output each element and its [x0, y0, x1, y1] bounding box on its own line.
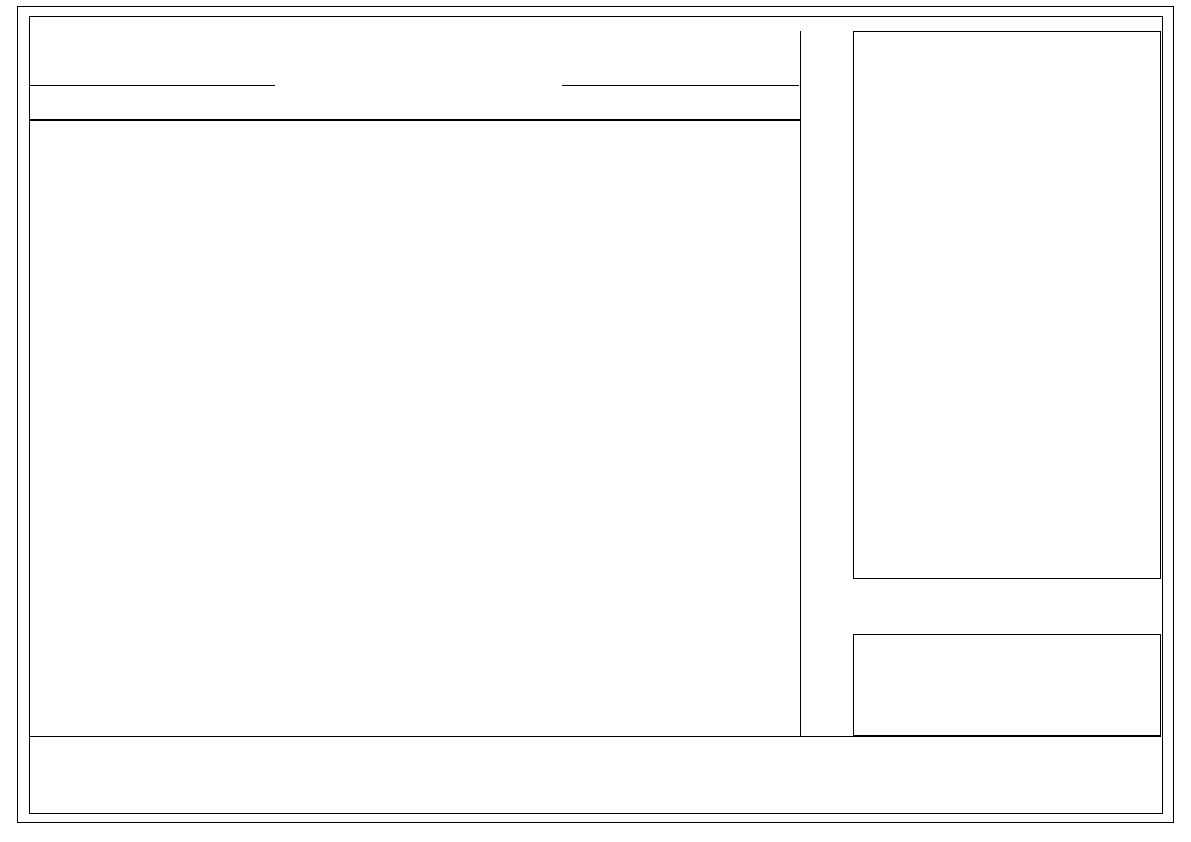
header-divider-left: [30, 85, 275, 86]
header-divider-right: [562, 85, 799, 86]
colour-legend: [853, 634, 1161, 736]
cable-list: [853, 31, 1161, 579]
table-header: [29, 31, 800, 121]
terminal-table: [29, 31, 801, 736]
title-block: [29, 736, 1161, 814]
